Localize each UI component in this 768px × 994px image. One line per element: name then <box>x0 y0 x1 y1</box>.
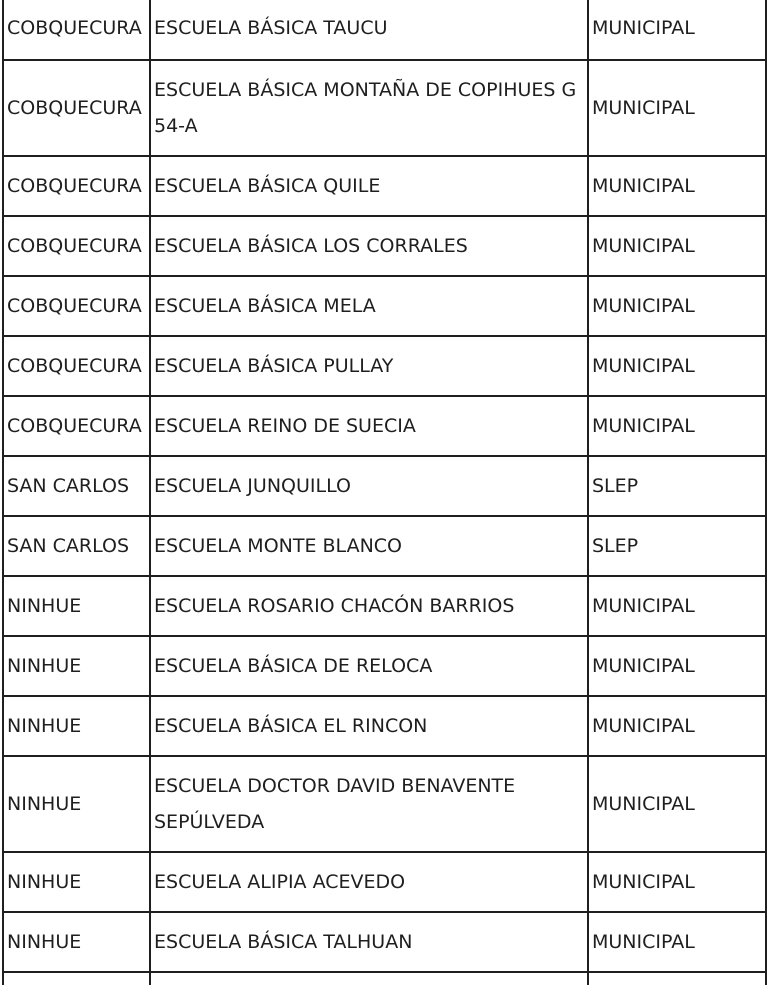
commune-cell: NINHUE <box>3 696 150 756</box>
school-name-cell: ESCUELA DOCTOR DAVID BENAVENTE SEPÚLVEDA <box>150 756 588 852</box>
table-row <box>3 912 766 972</box>
dependency-cell: MUNICIPAL <box>588 636 766 696</box>
dependency-cell: SLEP <box>588 456 766 516</box>
dependency-cell: MUNICIPAL <box>588 336 766 396</box>
table-row <box>3 756 766 852</box>
commune-cell <box>3 972 150 985</box>
commune-cell: SAN CARLOS <box>3 516 150 576</box>
table-row <box>3 336 766 396</box>
school-name-cell: ESCUELA JUNQUILLO <box>150 456 588 516</box>
school-name-cell: ESCUELA ALIPIA ACEVEDO <box>150 852 588 912</box>
school-name-cell: ESCUELA BÁSICA EL RINCON <box>150 696 588 756</box>
commune-cell: COBQUECURA <box>3 156 150 216</box>
table-row <box>3 516 766 576</box>
school-name-cell: ESCUELA BÁSICA QUILE <box>150 156 588 216</box>
dependency-cell: MUNICIPAL <box>588 0 766 60</box>
commune-cell: COBQUECURA <box>3 216 150 276</box>
dependency-cell: MUNICIPAL <box>588 852 766 912</box>
dependency-cell: SLEP <box>588 516 766 576</box>
school-name-cell: ESCUELA BÁSICA DE RELOCA <box>150 636 588 696</box>
dependency-cell: MUNICIPAL <box>588 756 766 852</box>
school-name-cell: ESCUELA BÁSICA TAUCU <box>150 0 588 60</box>
table-row <box>3 576 766 636</box>
school-name-cell: ESCUELA REINO DE SUECIA <box>150 396 588 456</box>
commune-cell: COBQUECURA <box>3 60 150 156</box>
school-name-cell: ESCUELA BÁSICA MONTAÑA DE COPIHUES G 54-A <box>150 60 588 156</box>
schools-table <box>2 0 767 985</box>
commune-cell: COBQUECURA <box>3 396 150 456</box>
dependency-cell <box>588 972 766 985</box>
table-row <box>3 60 766 156</box>
table-row <box>3 636 766 696</box>
table-row <box>3 276 766 336</box>
commune-cell: COBQUECURA <box>3 276 150 336</box>
dependency-cell: MUNICIPAL <box>588 696 766 756</box>
dependency-cell: MUNICIPAL <box>588 576 766 636</box>
commune-cell: NINHUE <box>3 852 150 912</box>
school-name-cell: ESCUELA ROSARIO CHACÓN BARRIOS <box>150 576 588 636</box>
dependency-cell: MUNICIPAL <box>588 912 766 972</box>
dependency-cell: MUNICIPAL <box>588 216 766 276</box>
school-name-cell <box>150 972 588 985</box>
commune-cell: NINHUE <box>3 756 150 852</box>
school-name-cell: ESCUELA BÁSICA LOS CORRALES <box>150 216 588 276</box>
school-name-cell: ESCUELA MONTE BLANCO <box>150 516 588 576</box>
school-name-cell: ESCUELA BÁSICA MELA <box>150 276 588 336</box>
commune-cell: SAN CARLOS <box>3 456 150 516</box>
commune-cell: COBQUECURA <box>3 336 150 396</box>
table-row <box>3 156 766 216</box>
dependency-cell: MUNICIPAL <box>588 276 766 336</box>
table-row <box>3 852 766 912</box>
table-row <box>3 696 766 756</box>
commune-cell: NINHUE <box>3 636 150 696</box>
school-name-cell: ESCUELA BÁSICA PULLAY <box>150 336 588 396</box>
commune-cell: NINHUE <box>3 576 150 636</box>
table-row <box>3 456 766 516</box>
dependency-cell: MUNICIPAL <box>588 396 766 456</box>
school-name-cell: ESCUELA BÁSICA TALHUAN <box>150 912 588 972</box>
commune-cell: NINHUE <box>3 912 150 972</box>
dependency-cell: MUNICIPAL <box>588 156 766 216</box>
table-row-partial <box>3 972 766 985</box>
schools-table-container <box>2 0 765 985</box>
table-row <box>3 0 766 60</box>
commune-cell: COBQUECURA <box>3 0 150 60</box>
table-row <box>3 396 766 456</box>
table-row <box>3 216 766 276</box>
dependency-cell: MUNICIPAL <box>588 60 766 156</box>
